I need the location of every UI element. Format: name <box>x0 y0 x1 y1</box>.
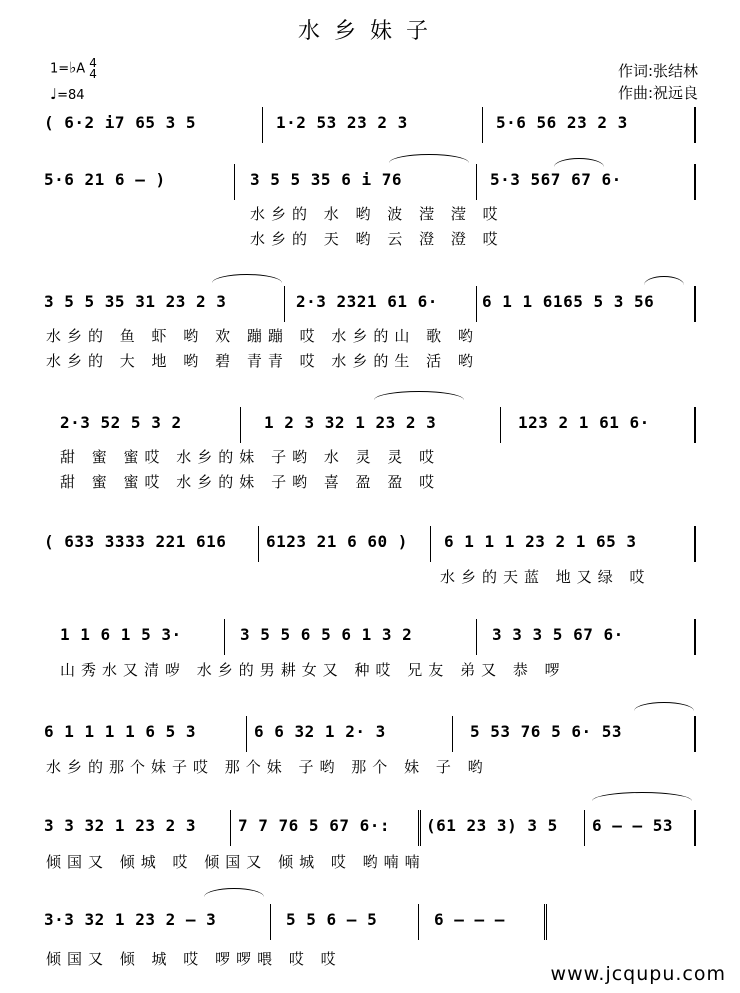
barline <box>234 164 235 200</box>
barline <box>694 286 696 322</box>
barline <box>482 107 483 143</box>
barline <box>476 164 477 200</box>
score-system-4 <box>44 403 696 443</box>
lyric-line-4a: 甜 蜜 蜜哎 水乡的妹 子哟 水 灵 灵 哎 <box>60 448 441 466</box>
barline <box>262 107 263 143</box>
score-system-1 <box>44 103 696 143</box>
slur <box>389 154 469 163</box>
lyric-line-5: 水乡的天蓝 地又绿 哎 <box>440 568 651 586</box>
score-system-9 <box>44 900 696 940</box>
repeat-barline <box>418 810 423 846</box>
bar-5-1: ( 633 3333 221 616 <box>44 532 227 551</box>
bar-3-3: 6 1 1 6165 5 3 56 <box>482 292 655 311</box>
slur <box>644 276 684 285</box>
bar-8-3: (61 23 3) 3 5 <box>426 816 558 835</box>
bar-7-1: 6 1 1 1 1 6 5 3 <box>44 722 196 741</box>
barline <box>270 904 271 940</box>
bar-9-2: 5 5 6 – 5 <box>286 910 378 929</box>
score-system-3 <box>44 282 696 322</box>
score-system-6 <box>44 615 696 655</box>
bar-7-3: 5 53 76 5 6· 53 <box>470 722 622 741</box>
bar-3-1: 3 5 5 35 31 23 2 3 <box>44 292 227 311</box>
time-signature <box>89 58 97 80</box>
lyric-line-7: 水乡的那个妹子哎 那个妹 子哟 那个 妹 子 哟 <box>46 758 489 776</box>
composer-credit: 作曲:祝远良 <box>617 84 698 102</box>
barline <box>500 407 501 443</box>
time-denominator: 4 <box>89 67 97 81</box>
barline <box>418 904 419 940</box>
bar-8-2: 7 7 76 5 67 6·: <box>238 816 390 835</box>
bar-4-2: 1 2 3 32 1 23 2 3 <box>264 413 437 432</box>
lyric-line-8: 倾国又 倾城 哎 倾国又 倾城 哎 哟喃喃 <box>46 853 426 871</box>
barline <box>284 286 285 322</box>
bar-2-1: 5·6 21 6 – ) <box>44 170 166 189</box>
barline <box>694 810 696 846</box>
bar-6-1: 1 1 6 1 5 3· <box>60 625 182 644</box>
lyric-line-3b: 水乡的 大 地 哟 碧 青青 哎 水乡的生 活 哟 <box>46 352 479 370</box>
score-system-2 <box>44 160 696 200</box>
slur <box>374 391 464 400</box>
bar-1-2: 1·2 53 23 2 3 <box>276 113 408 132</box>
barline <box>430 526 431 562</box>
bar-9-1: 3·3 32 1 23 2 – 3 <box>44 910 217 929</box>
song-title: 水乡妹子 <box>297 19 442 44</box>
key-signature <box>50 58 97 104</box>
barline <box>452 716 453 752</box>
bar-5-2: 6123 21 6 60 ) <box>266 532 408 551</box>
bar-6-2: 3 5 5 6 5 6 1 3 2 <box>240 625 413 644</box>
watermark: www.jcqupu.com <box>550 963 726 985</box>
time-numerator: 4 <box>89 56 97 70</box>
barline <box>584 810 585 846</box>
final-barline <box>544 904 549 940</box>
key-tonic: 1= <box>50 61 70 77</box>
bar-6-3: 3 3 3 5 67 6· <box>492 625 624 644</box>
bar-4-3: 123 2 1 61 6· <box>518 413 650 432</box>
bar-3-2: 2·3 2321 61 6· <box>296 292 438 311</box>
barline <box>476 619 477 655</box>
barline <box>230 810 231 846</box>
barline <box>694 619 696 655</box>
lyric-line-2b: 水乡的 天 哟 云 澄 澄 哎 <box>250 230 504 248</box>
bar-5-3: 6 1 1 1 23 2 1 65 3 <box>444 532 637 551</box>
quarter-note-icon: ♩ <box>50 85 58 103</box>
barline <box>694 107 696 143</box>
barline <box>694 526 696 562</box>
barline <box>476 286 477 322</box>
bar-8-1: 3 3 32 1 23 2 3 <box>44 816 196 835</box>
lyric-line-2a: 水乡的 水 哟 波 滢 滢 哎 <box>250 205 504 223</box>
bar-1-1: ( 6·2 i7 65 3 5 <box>44 113 196 132</box>
score-system-8 <box>44 806 696 846</box>
slur <box>204 888 264 897</box>
slur <box>212 274 282 283</box>
bar-9-3: 6 – – – <box>434 910 505 929</box>
lyric-line-4b: 甜 蜜 蜜哎 水乡的妹 子哟 喜 盈 盈 哎 <box>60 473 441 491</box>
credits <box>618 60 698 104</box>
bar-7-2: 6 6 32 1 2· 3 <box>254 722 386 741</box>
score-system-5 <box>44 522 696 562</box>
bar-1-3: 5·6 56 23 2 3 <box>496 113 628 132</box>
flat-icon: ♭ <box>69 58 77 77</box>
bar-2-3: 5·3 567 67 6· <box>490 170 622 189</box>
barline <box>694 164 696 200</box>
tempo-value: =84 <box>57 88 85 103</box>
slur <box>592 792 692 801</box>
barline <box>240 407 241 443</box>
slur <box>634 702 694 711</box>
barline <box>694 407 696 443</box>
score-system-7 <box>44 712 696 752</box>
bar-8-4: 6 – – 53 <box>592 816 674 835</box>
barline <box>246 716 247 752</box>
lyric-line-3a: 水乡的 鱼 虾 哟 欢 蹦蹦 哎 水乡的山 歌 哟 <box>46 327 479 345</box>
lyricist-credit: 作词:张结林 <box>617 62 698 80</box>
barline <box>224 619 225 655</box>
bar-2-2: 3 5 5 35 6 i 76 <box>250 170 402 189</box>
barline <box>258 526 259 562</box>
lyric-line-9: 倾国又 倾 城 哎 啰啰喂 哎 哎 <box>46 950 342 968</box>
bar-4-1: 2·3 52 5 3 2 <box>60 413 182 432</box>
lyric-line-6: 山秀水又清哕 水乡的男耕女又 种哎 兄友 弟又 恭 啰 <box>60 661 566 679</box>
barline <box>694 716 696 752</box>
key-letter: A <box>76 61 86 77</box>
